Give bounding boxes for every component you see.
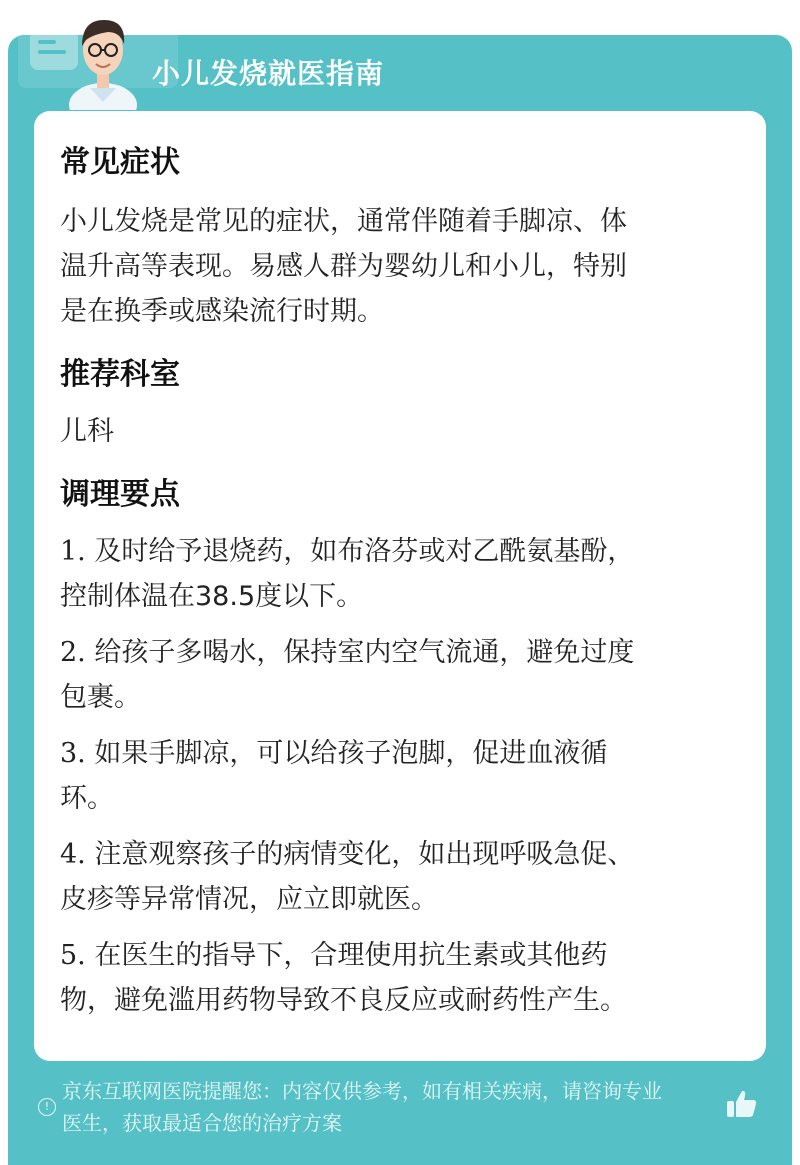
care-item-number: 5. [60,940,86,971]
care-item-text: 给孩子多喝水，保持室内空气流通，避免过度 [94,637,635,668]
care-item [60,529,730,619]
care-item-number: 4. [60,839,86,870]
care-item-text: 物，避免滥用药物导致不良反应或耐药性产生。 [60,985,627,1016]
care-item-text: 如果手脚凉，可以给孩子泡脚，促进血液循 [94,738,608,769]
care-item-text: 环。 [60,783,114,814]
content-panel [34,111,766,1061]
info-icon: ! [38,1098,56,1116]
doctor-avatar [68,10,138,110]
care-item-text: 注意观察孩子的病情变化，如出现呼吸急促、 [94,839,635,870]
page-title: 小儿发烧就医指南 [152,57,385,90]
symptoms-line: 温升高等表现。易感人群为婴幼儿和小儿，特别 [60,251,627,282]
symptoms-heading: 常见症状 [60,145,180,180]
care-item [60,630,730,720]
care-heading: 调理要点 [60,477,180,512]
footer-disclaimer [62,1075,732,1139]
care-item-text: 皮疹等异常情况，应立即就医。 [60,884,438,915]
care-item-text: 包裹。 [60,682,141,713]
thumbs-up-icon[interactable] [724,1086,760,1122]
care-item-text: 在医生的指导下，合理使用抗生素或其他药 [94,940,608,971]
care-item-number: 2. [60,637,86,668]
care-item [60,731,730,821]
department-value: 儿科 [60,416,114,447]
care-item [60,933,730,1023]
footer-line: 医生，获取最适合您的治疗方案 [62,1111,342,1135]
department-heading: 推荐科室 [60,357,180,392]
care-item-text: 及时给予退烧药，如布洛芬或对乙酰氨基酚， [94,536,635,567]
symptoms-line: 是在换季或感染流行时期。 [60,296,384,327]
footer-line: 京东互联网医院提醒您：内容仅供参考，如有相关疾病，请咨询专业 [62,1079,662,1103]
symptoms-line: 小儿发烧是常见的症状，通常伴随着手脚凉、体 [60,206,627,237]
care-item [60,832,730,922]
care-item-number: 3. [60,738,86,769]
care-item-text: 控制体温在38.5度以下。 [60,581,364,612]
care-item-number: 1. [60,536,86,567]
symptoms-text [60,199,730,334]
